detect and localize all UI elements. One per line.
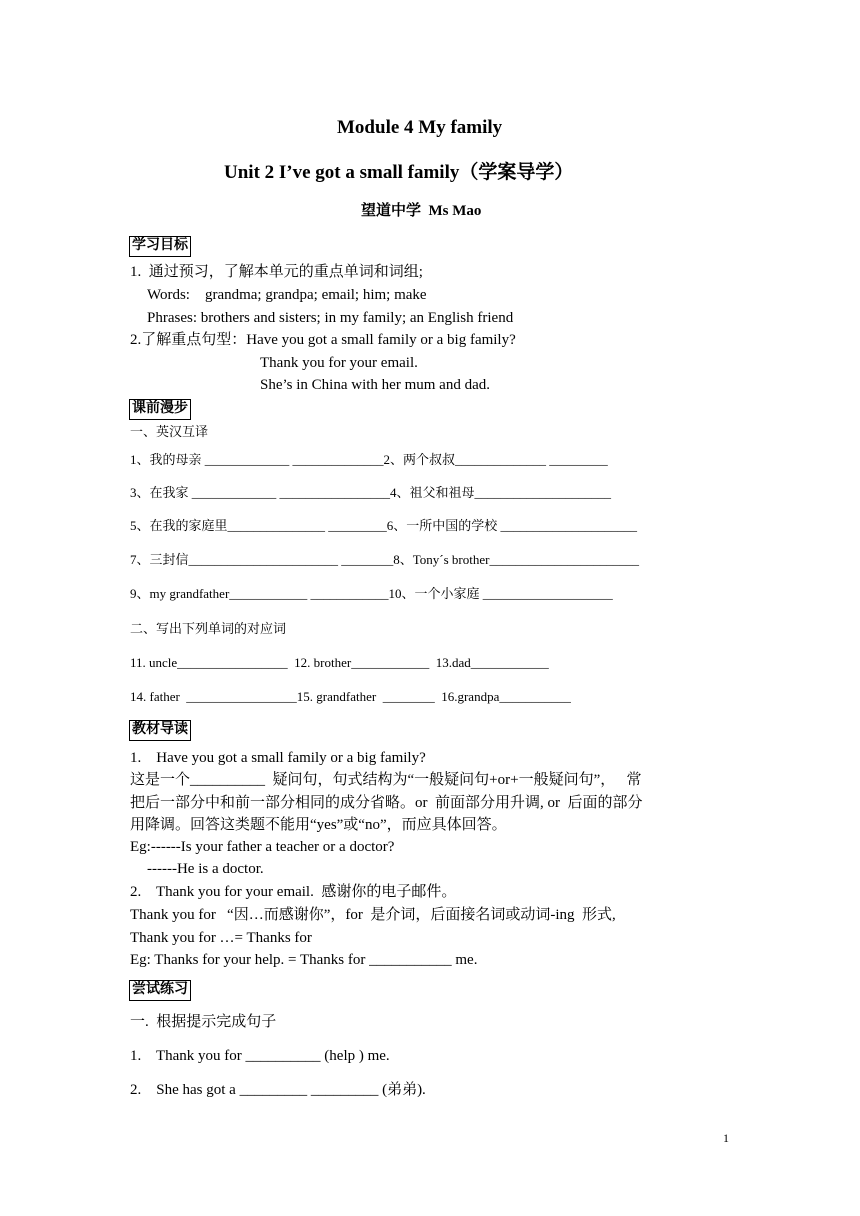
textbook-line: Eg: Thanks for your help. = Thanks for ___________ me. [130,952,478,968]
section-heading-preview: 课前漫步 [129,399,191,420]
textbook-line: Thank you for …= Thanks for [130,930,312,946]
section-heading-objectives: 学习目标 [129,236,191,257]
textbook-line: ------He is a doctor. [147,861,264,877]
objective-line: 2.了解重点句型：Have you got a small family or a big family? [130,332,516,348]
preview-part1-title: 一、英汉互译 [130,424,209,439]
page-title: Module 4 My family [337,117,503,138]
textbook-line: 1. Have you got a small family or a big family? [130,750,426,766]
section-heading-textbook: 教材导读 [129,720,191,741]
translation-row: 9、my grandfather____________ ____________10、一个小家庭 ____________________ [130,586,613,601]
translation-row: 1、我的母亲 _____________ ______________2、两个叔叔______________ _________ [130,452,608,467]
translation-row: 5、在我的家庭里_______________ _________6、一所中国的学校 _____________________ [130,518,638,533]
textbook-line: 这是一个__________ 疑问句，句式结构为“一般疑问句+or+一般疑问句”， 常 [130,772,642,788]
page-subtitle: Unit 2 I’ve got a small family（学案导学） [224,162,574,183]
objective-line: Words: grandma; grandpa; email; him; make [147,287,427,303]
textbook-line: 2. Thank you for your email. 感谢你的电子邮件。 [130,884,457,900]
translation-row: 7、三封信_______________________ ________8、Tony´s brother_______________________ [130,552,639,567]
practice-item: 2. She has got a _________ _________ (弟弟). [130,1082,426,1098]
author-line: 望道中学 Ms Mao [361,203,482,219]
textbook-line: 用降调。回答这类题不能用“yes”或“no”，而应具体回答。 [130,817,507,833]
preview-part2-title: 二、写出下列单词的对应词 [130,621,287,636]
counterpart-row: 11. uncle_________________ 12. brother____________ 13.dad____________ [130,655,549,670]
section-heading-practice: 尝试练习 [129,980,191,1001]
counterpart-row: 14. father _________________15. grandfather ________ 16.grandpa___________ [130,689,571,704]
objective-line: 1. 通过预习，了解本单元的重点单词和词组; [130,264,423,280]
objective-line: She’s in China with her mum and dad. [260,377,490,393]
page-number: 1 [723,1131,729,1145]
practice-part1-title: 一. 根据提示完成句子 [130,1014,277,1030]
textbook-line: 把后一部分中和前一部分相同的成分省略。or 前面部分用升调, or 后面的部分 [130,795,643,811]
translation-row: 3、在我家 _____________ _________________4、祖父和祖母_____________________ [130,485,612,500]
practice-item: 1. Thank you for __________ (help ) me. [130,1048,390,1064]
textbook-line: Thank you for “因…而感谢你”，for 是介词，后面接名词或动词-ing 形式, [130,907,616,923]
textbook-line: Eg:------Is your father a teacher or a doctor? [130,839,395,855]
objective-line: Thank you for your email. [260,355,418,371]
objective-line: Phrases: brothers and sisters; in my family; an English friend [147,310,514,326]
